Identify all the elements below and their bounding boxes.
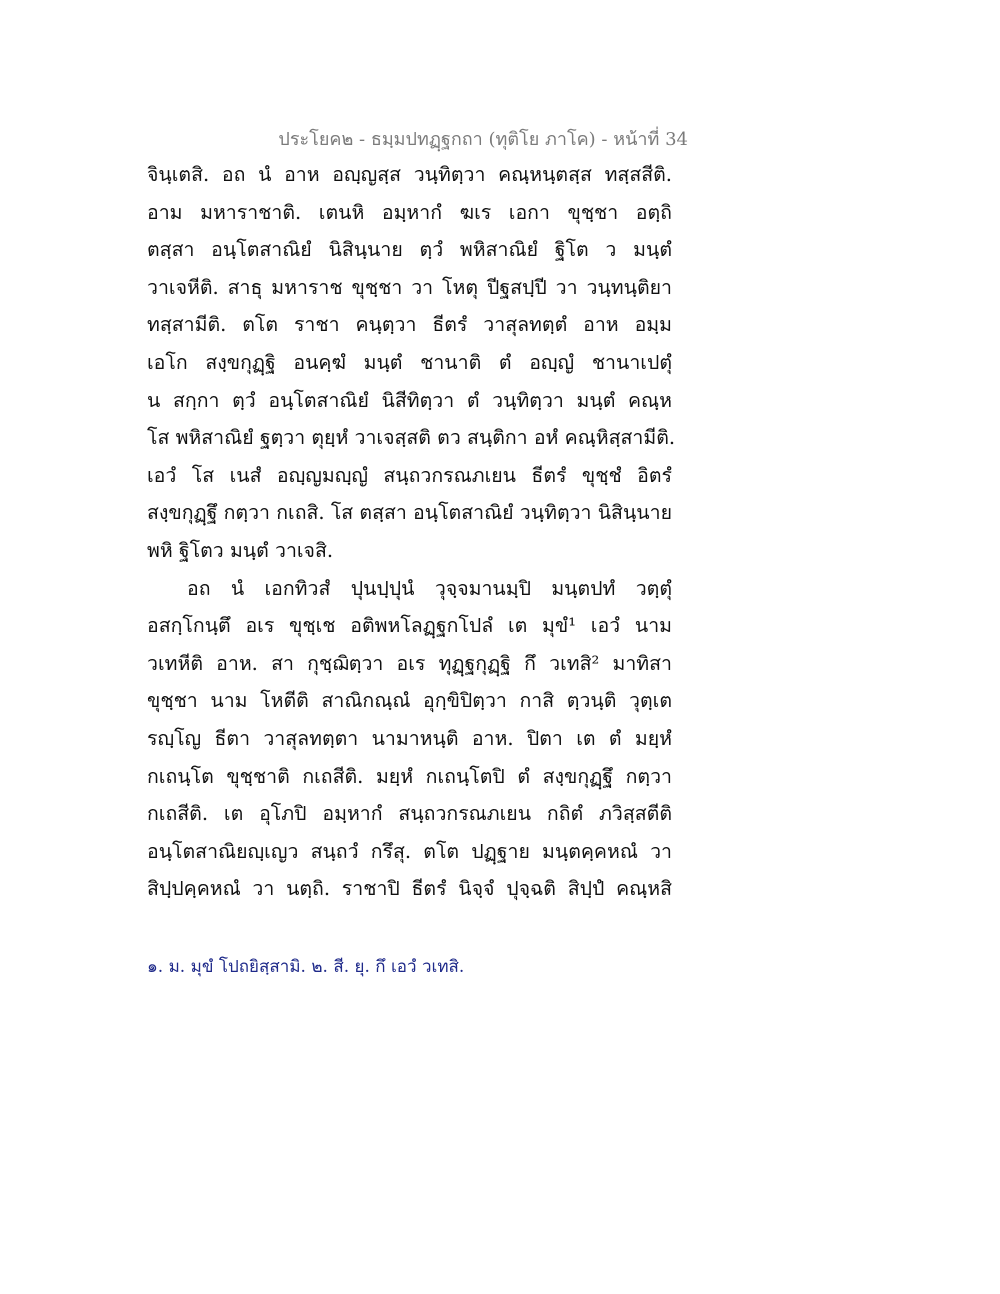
text-line: โส พหิสาณิยํ ฐตฺวา ตุยฺหํ วาเจสฺสติ ตว สนฺติกา อหํ คณฺหิสฺสามีติ.: [147, 426, 676, 450]
text-line: กเถสีติ. เต อุโภปิ อมฺหากํ สนฺถวกรณภเยน กถิตํ ภวิสฺสตีติ: [147, 802, 672, 826]
text-line: เอวํ โส เนสํ อญฺญมญฺญํ สนฺถวกรณภเยน ธีตรํ ขุชฺชํ อิตรํ: [147, 463, 672, 487]
text-line: รญฺโญ ธีตา วาสุลทตฺตา นามาหนฺติ อาห. ปิตา เต ตํ มยฺหํ: [147, 726, 672, 750]
footnote: ๑. ม. มุขํ โปถยิสฺสามิ. ๒. สี. ยุ. กึ เอวํ วเทสิ.: [147, 957, 465, 977]
text-line: ขุชฺชา นาม โหตีติ สาณิกณฺณํ อุกฺขิปิตฺวา กาสิ ตฺวนฺติ วุตฺเต: [147, 689, 672, 713]
text-line: สิปฺปคฺคหณํ วา นตฺถิ. ราชาปิ ธีตรํ นิจฺจํ ปุจฺฉติ สิปฺปํ คณฺหสิ: [147, 877, 672, 901]
text-line: จินฺเตสิ. อถ นํ อาห อญฺญสฺส วนฺทิตฺวา คณฺหนฺตสฺส ทสฺสสีติ.: [147, 163, 672, 186]
text-line: พหิ ฐิโตว มนฺตํ วาเจสิ.: [147, 538, 334, 562]
text-line: อสกฺโกนฺตึ อเร ขุชฺเช อติพหโลฏฺฐกโปลํ เต มุขํ¹ เอวํ นาม: [147, 614, 672, 638]
running-header: ประโยค๒ - ธมฺมปทฏฺฐกถา (ทุติโย ภาโค) - หน้าที่ 34: [278, 129, 688, 150]
paragraph-first-line: อถ นํ เอกทิวสํ ปุนปฺปุนํ วุจฺจมานมฺปิ มนฺตปทํ วตฺตุํ: [187, 576, 672, 600]
text-line: เอโก สงฺขกุฏฺฐิ อนคฺฆํ มนฺตํ ชานาติ ตํ อญฺญํ ชานาเปตุํ: [147, 350, 672, 374]
text-line: สงฺขกุฏฺฐึ กตฺวา กเถสิ. โส ตสฺสา อนฺโตสาณิยํ วนฺทิตฺวา นิสินฺนาย: [147, 501, 672, 525]
text-line: อนฺโตสาณิยญฺเญว สนฺถวํ กรึสุ. ตโต ปฏฺฐาย มนฺตคฺคหณํ วา: [147, 839, 672, 863]
text-line: ทสฺสามีติ. ตโต ราชา คนฺตฺวา ธีตรํ วาสุลทตฺตํ อาห อมฺม: [147, 313, 672, 337]
text-line: วเทหีติ อาห. สา กุชฺฌิตฺวา อเร ทุฏฺฐกุฏฺฐิ กึ วเทสิ² มาทิสา: [147, 651, 672, 675]
text-line: วาเจหีติ. สาธุ มหาราช ขุชฺชา วา โหตุ ปีฐสปฺปี วา วนฺทนฺติยา: [147, 275, 672, 299]
text-line: กเถนฺโต ขุชฺชาติ กเถสีติ. มยฺหํ กเถนฺโตปิ ตํ สงฺขกุฏฺฐึ กตฺวา: [147, 764, 672, 788]
text-line: น สกฺกา ตฺวํ อนฺโตสาณิยํ นิสีทิตฺวา ตํ วนฺทิตฺวา มนฺตํ คณฺห: [147, 388, 672, 412]
text-line: อาม มหาราชาติ. เตนหิ อมฺหากํ ฆเร เอกา ขุชฺชา อตฺถิ: [147, 200, 672, 224]
text-line: ตสฺสา อนฺโตสาณิยํ นิสินฺนาย ตฺวํ พหิสาณิยํ ฐิโต ว มนฺตํ: [147, 238, 672, 262]
body-text: [147, 156, 676, 908]
